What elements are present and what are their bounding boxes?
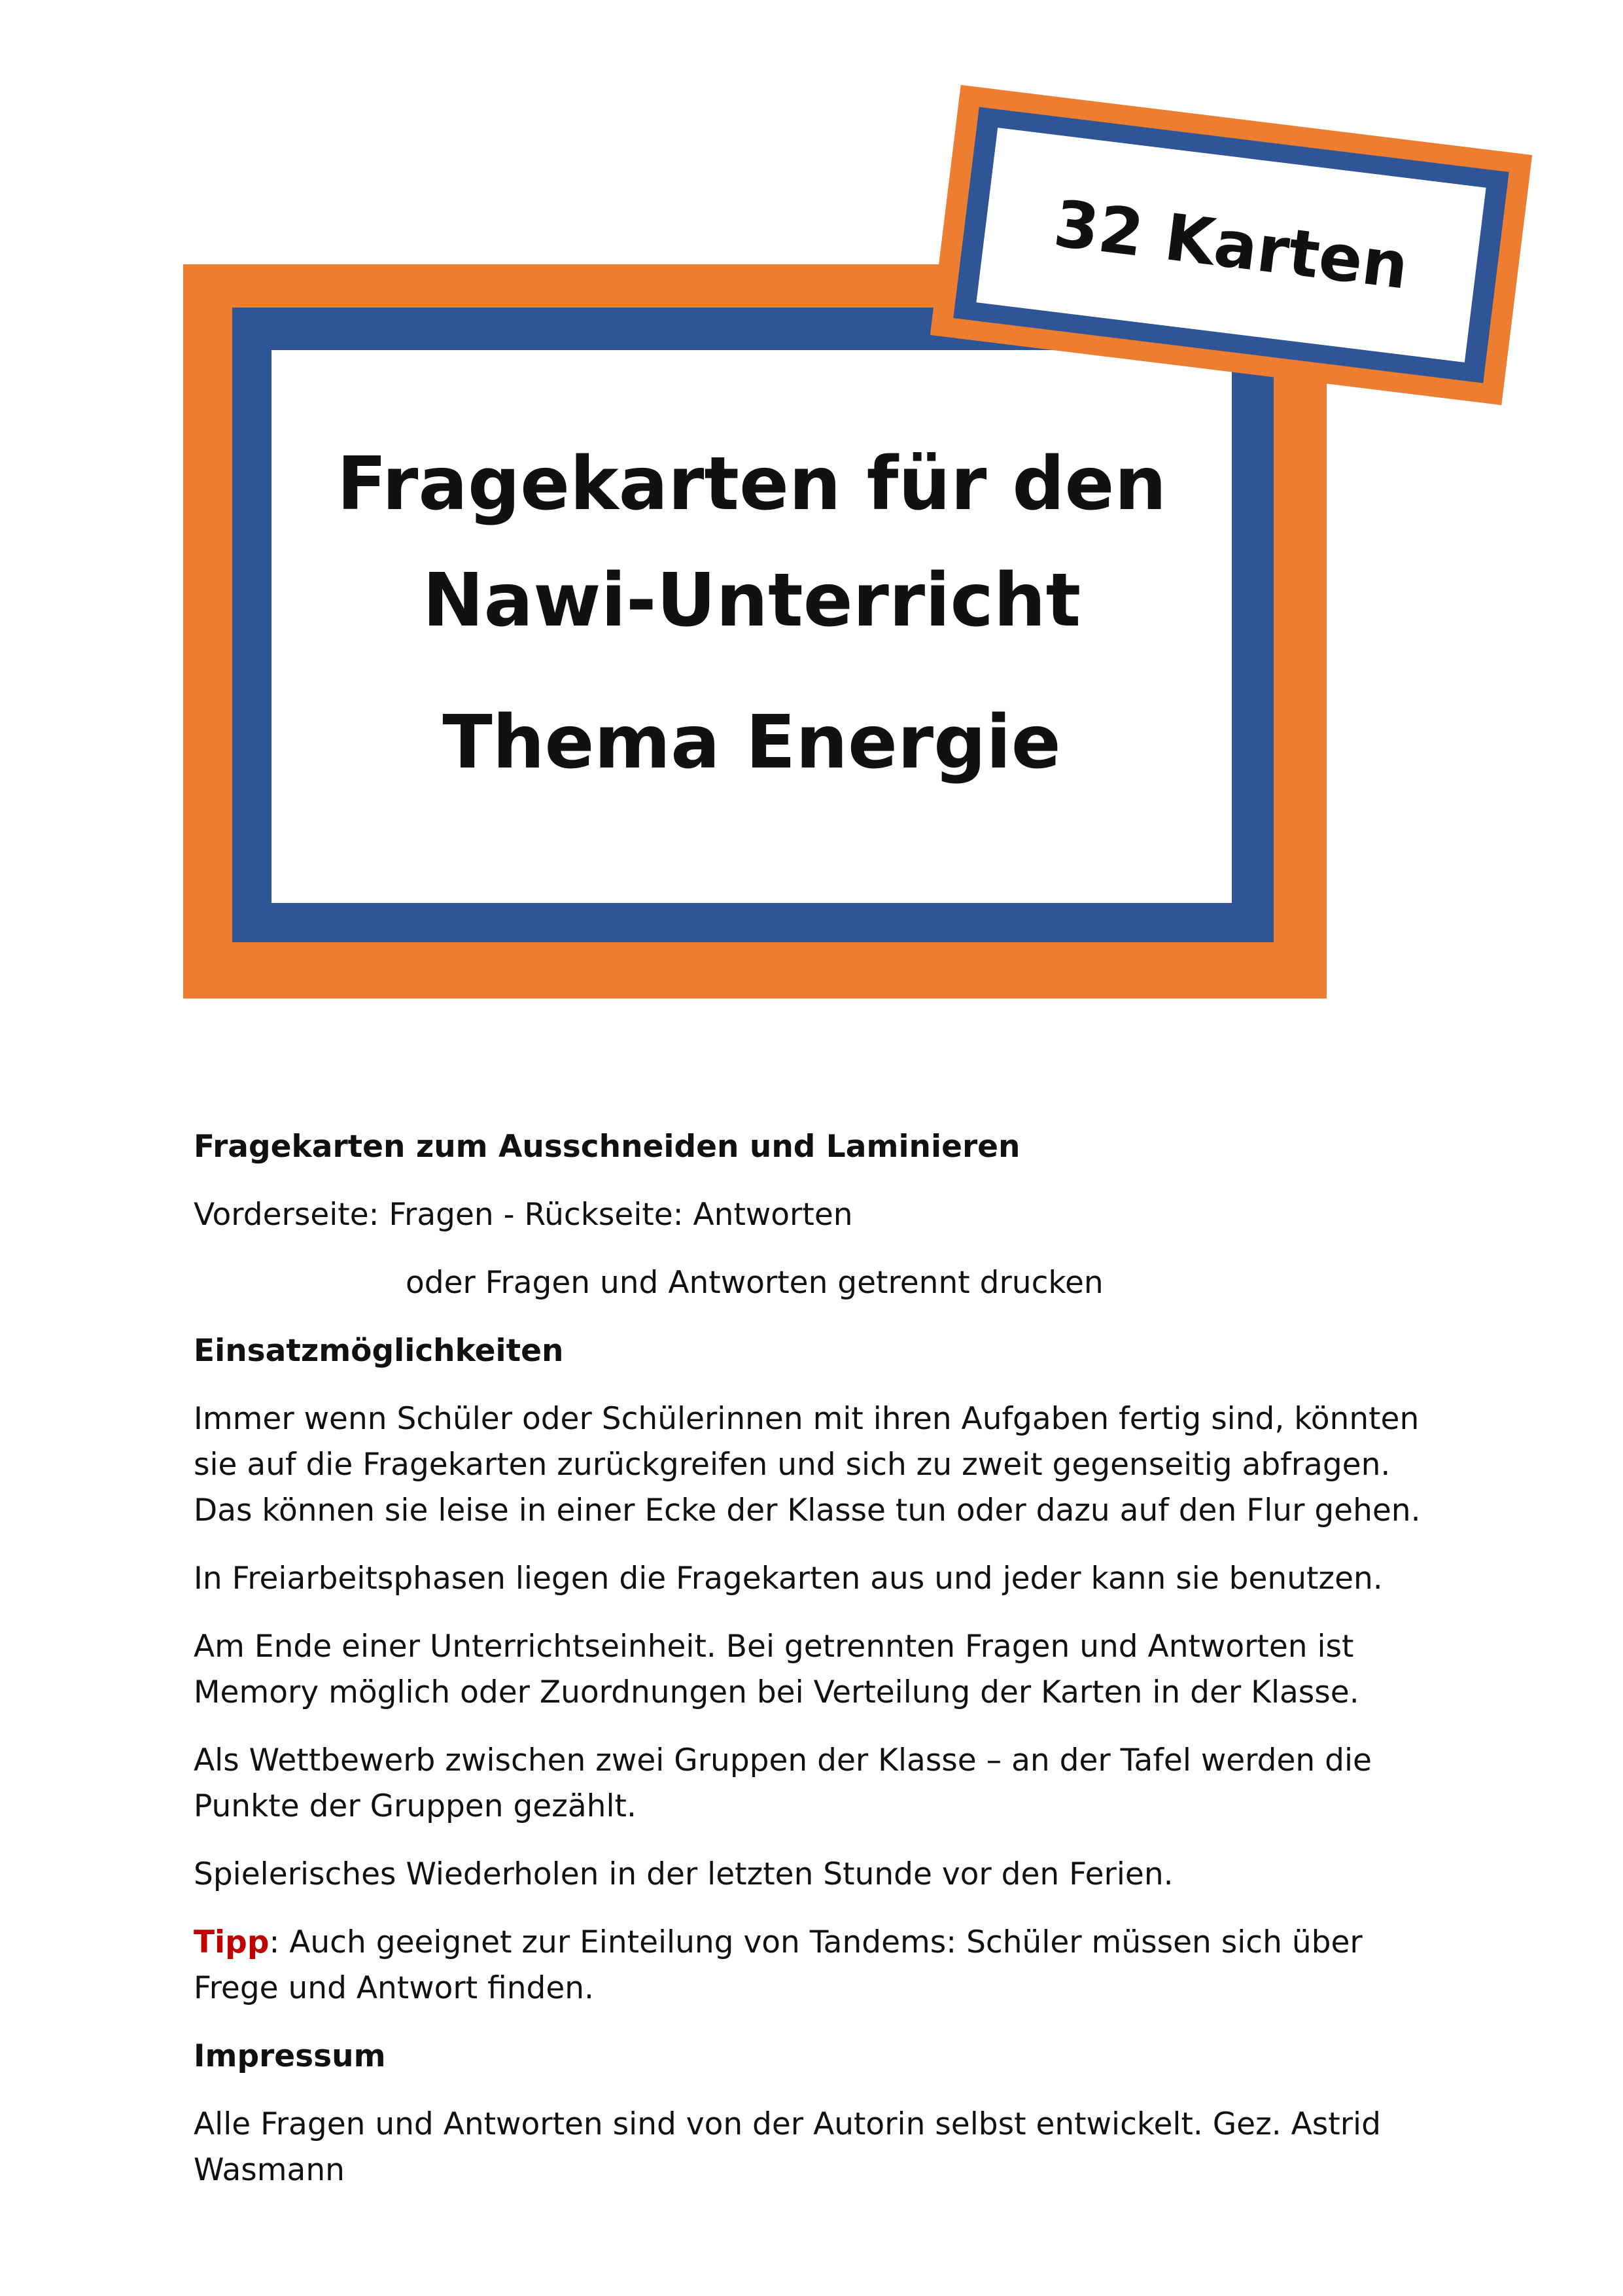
card-count-text: 32 Karten [1050,186,1412,304]
badge-frame [953,107,1509,383]
heading-usage: Einsatzmöglichkeiten [194,1333,564,1369]
impressum-text: Alle Fragen und Antworten sind von der Autorin selbst entwickelt. Gez. Astrid Wasmann [194,2106,1381,2188]
title-line-1: Fragekarten für den [336,442,1167,527]
title-block [271,350,1232,903]
heading-cutout: Fragekarten zum Ausschneiden und Laminieren [194,1129,1021,1165]
front-back-line: Vorderseite: Fragen - Rückseite: Antworten [194,1197,853,1233]
title-line-3: Thema Energie [442,700,1061,785]
tip-paragraph [194,1920,1456,2011]
usage-paragraph-4: Als Wettbewerb zwischen zwei Gruppen der Klasse – an der Tafel werden die Punkte der Gruppen gezählt. [194,1742,1372,1824]
usage-paragraph-5: Spielerisches Wiederholen in der letzten Stunde vor den Ferien. [194,1856,1174,1892]
tip-text: : Auch geeignet zur Einteilung von Tandems: Schüler müssen sich über Frege und Antwort finden. [194,1924,1363,2006]
heading-impressum: Impressum [194,2038,386,2074]
usage-paragraph-1: Immer wenn Schüler oder Schülerinnen mit ihren Aufgaben fertig sind, könnten sie auf die Fragekarten zurückgreifen und sich zu zweit gegenseitig abfragen. Das können sie leise in einer Ecke der Klasse tun oder dazu auf den Flur gehen. [194,1401,1421,1528]
usage-paragraph-2: In Freiarbeitsphasen liegen die Fragekarten aus und jeder kann sie benutzen. [194,1561,1383,1597]
usage-paragraph-3: Am Ende einer Unterrichtseinheit. Bei getrennten Fragen und Antworten ist Memory möglich oder Zuordnungen bei Verteilung der Karten in der Klasse. [194,1629,1359,1710]
title-line-2: Nawi-Unterricht [422,558,1081,643]
tip-label: Tipp [194,1924,270,1960]
badge-panel [976,128,1486,362]
alternative-line: oder Fragen und Antworten getrennt drucken [406,1265,1104,1301]
description-body [194,1124,1456,2216]
